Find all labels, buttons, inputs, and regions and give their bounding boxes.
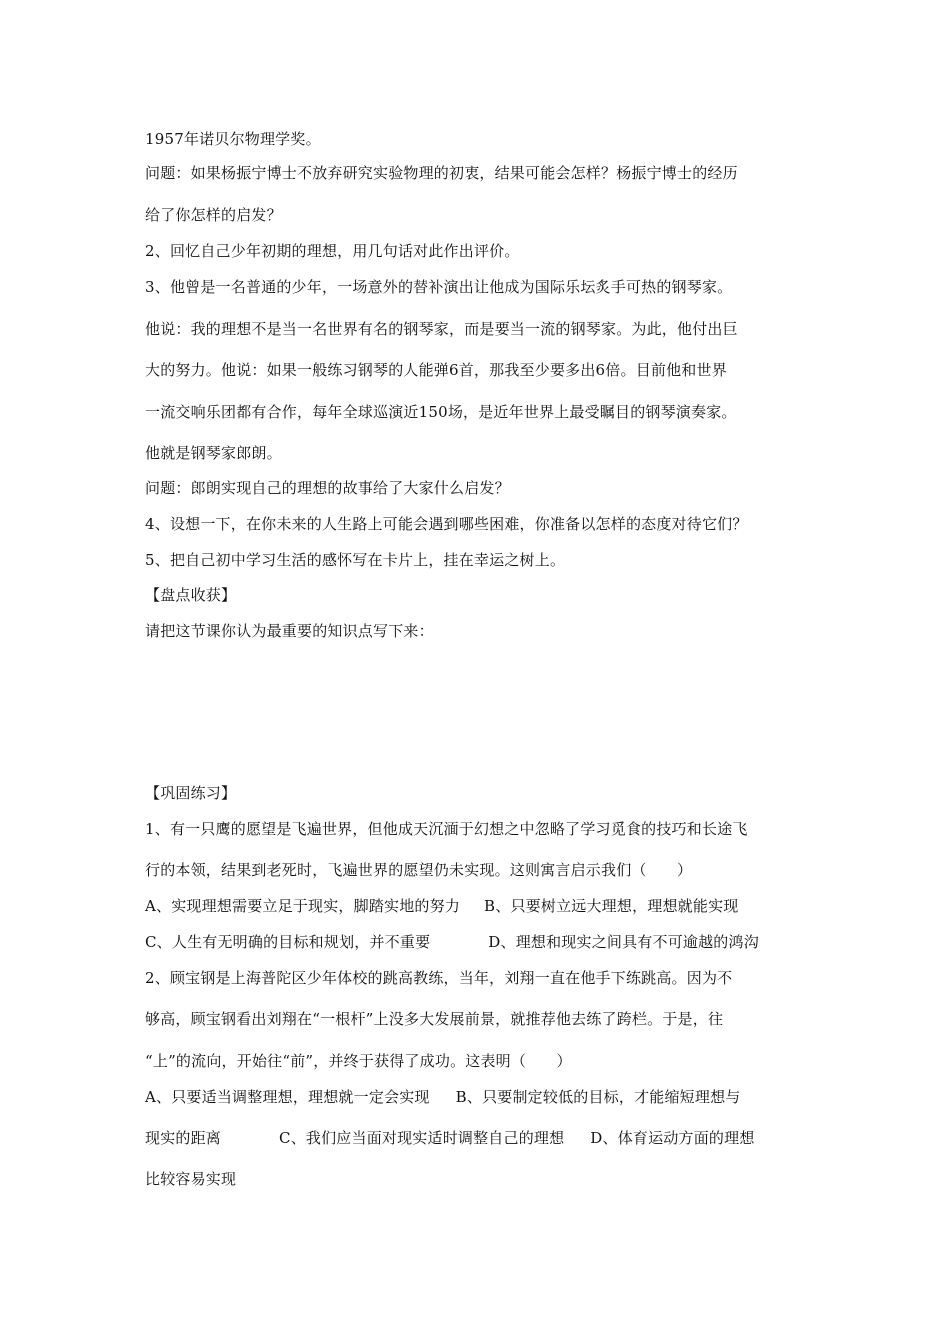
text-line: 大的努力。他说：如果一般练习钢琴的人能弹6首，那我至少要多出6倍。目前他和世界	[145, 361, 727, 379]
option-row	[145, 1127, 755, 1149]
text-line: 他就是钢琴家郎朗。	[145, 444, 282, 462]
question-line: 1、有一只鹰的愿望是飞遍世界，但他成天沉湎于幻想之中忽略了学习觅食的技巧和长途飞	[145, 820, 748, 838]
option-row	[145, 931, 759, 953]
text-line: 够高，顾宝钢看出刘翔在“一根杆”上没多大发展前景，就推荐他去练了跨栏。于是，往	[145, 1010, 724, 1028]
option-row	[145, 1086, 740, 1108]
section-heading: 【巩固练习】	[145, 784, 237, 802]
text-line: 他说：我的理想不是当一名世界有名的钢琴家，而是要当一流的钢琴家。为此，他付出巨	[145, 320, 738, 338]
option-d: D、体育运动方面的理想	[590, 1129, 755, 1147]
question-line: 4、设想一下，在你未来的人生路上可能会遇到哪些困难，你准备以怎样的态度对待它们？	[145, 515, 748, 533]
option-c: C、我们应当面对现实适时调整自己的理想	[279, 1129, 565, 1147]
option-b: B、只要树立远大理想，理想就能实现	[484, 897, 739, 915]
option-b: B、只要制定较低的目标，才能缩短理想与	[455, 1088, 741, 1106]
option-a: A、实现理想需要立足于现实，脚踏实地的努力	[145, 897, 461, 915]
option-d: D、理想和现实之间具有不可逾越的鸿沟	[488, 933, 759, 951]
option-a: A、只要适当调整理想，理想就一定会实现	[145, 1088, 430, 1106]
question-line: 2、顾宝钢是上海普陀区少年体校的跳高教练，当年，刘翔一直在他手下练跳高。因为不	[145, 969, 733, 987]
text-line: 行的本领，结果到老死时，飞遍世界的愿望仍未实现。这则寓言启示我们（ ）	[145, 861, 693, 879]
text-line: 给了你怎样的启发？	[145, 206, 282, 224]
question-line: 2、回忆自己少年初期的理想，用几句话对此作出评价。	[145, 242, 520, 260]
question-line: 问题：郎朗实现自己的理想的故事给了大家什么启发？	[145, 479, 510, 497]
text-line: 1957年诺贝尔物理学奖。	[145, 130, 321, 148]
text-line: 请把这节课你认为最重要的知识点写下来：	[145, 622, 434, 640]
text-line: “上”的流向，开始往“前”，并终于获得了成功。这表明（ ）	[145, 1052, 572, 1070]
text-line: 一流交响乐团都有合作，每年全球巡演近150场，是近年世界上最受瞩目的钢琴演奏家。	[145, 403, 737, 421]
option-c: C、人生有无明确的目标和规划，并不重要	[145, 933, 431, 951]
text-line: 比较容易实现	[145, 1170, 237, 1188]
question-line: 3、他曾是一名普通的少年，一场意外的替补演出让他成为国际乐坛炙手可热的钢琴家。	[145, 278, 733, 296]
section-heading: 【盘点收获】	[145, 586, 237, 604]
question-line: 问题：如果杨振宁博士不放弃研究实验物理的初衷，结果可能会怎样？杨振宁博士的经历	[145, 164, 738, 182]
option-row	[145, 895, 738, 917]
question-line: 5、把自己初中学习生活的感怀写在卡片上，挂在幸运之树上。	[145, 551, 566, 569]
option-b-continued: 现实的距离	[145, 1129, 222, 1147]
